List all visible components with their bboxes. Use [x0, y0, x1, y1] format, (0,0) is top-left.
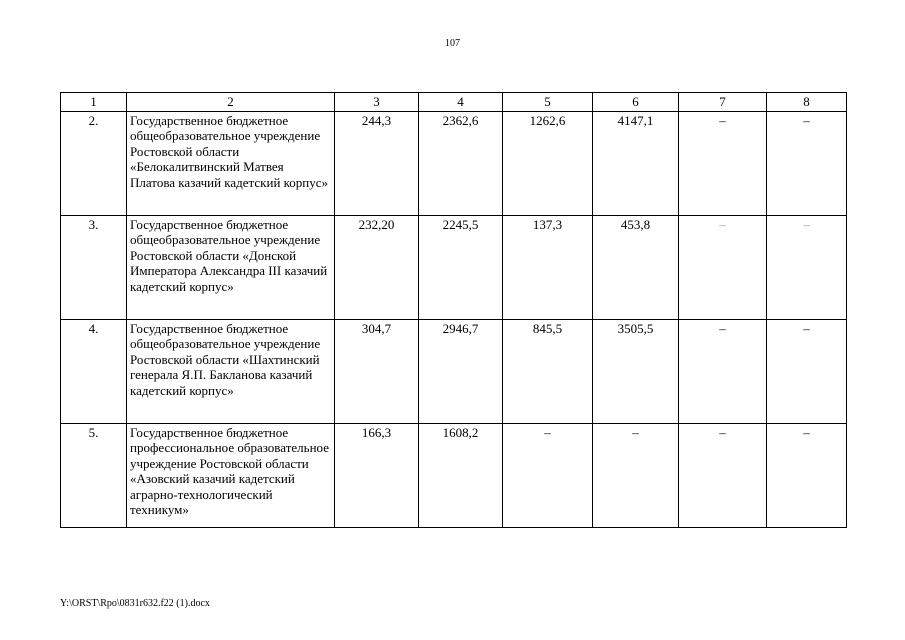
institution-name: Государственное бюджетное общеобразовательное учреждение Ростовской области «Шахтинский генерала Я.П. Бакланова казачий кадетский корпус»	[127, 319, 335, 423]
header-cell: 8	[767, 93, 847, 112]
institution-name: Государственное бюджетное общеобразовательное учреждение Ростовской области «Донской Императора Александра III казачий кадетский корпус»	[127, 215, 335, 319]
value-col-4: 2946,7	[419, 319, 503, 423]
header-cell: 6	[593, 93, 679, 112]
header-cell: 4	[419, 93, 503, 112]
data-table	[60, 92, 847, 528]
file-path-footer: Y:\ORST\Rpo\0831r632.f22 (1).docx	[60, 598, 210, 609]
value-col-4: 2362,6	[419, 111, 503, 215]
value-col-7: –	[679, 111, 767, 215]
value-col-6: 4147,1	[593, 111, 679, 215]
table-row	[61, 319, 847, 423]
institution-name: Государственное бюджетное общеобразовательное учреждение Ростовской области «Белокалитвинский Матвея Платова казачий кадетский корпус»	[127, 111, 335, 215]
header-cell: 5	[503, 93, 593, 112]
value-col-6: –	[593, 423, 679, 527]
header-cell: 2	[127, 93, 335, 112]
table-row	[61, 215, 847, 319]
value-col-3: 304,7	[335, 319, 419, 423]
value-col-3: 232,20	[335, 215, 419, 319]
value-col-6: 453,8	[593, 215, 679, 319]
value-col-7: –	[679, 215, 767, 319]
row-number: 4.	[61, 319, 127, 423]
value-col-8: –	[767, 423, 847, 527]
page-number: 107	[445, 38, 460, 49]
header-cell: 3	[335, 93, 419, 112]
institution-name: Государственное бюджетное профессиональное образовательное учреждение Ростовской области «Азовский казачий кадетский аграрно-технологический техникум»	[127, 423, 335, 527]
row-number: 3.	[61, 215, 127, 319]
value-col-3: 166,3	[335, 423, 419, 527]
value-col-5: –	[503, 423, 593, 527]
table-row	[61, 423, 847, 527]
value-col-7: –	[679, 423, 767, 527]
value-col-5: 845,5	[503, 319, 593, 423]
table-row	[61, 111, 847, 215]
value-col-3: 244,3	[335, 111, 419, 215]
row-number: 2.	[61, 111, 127, 215]
value-col-8: –	[767, 319, 847, 423]
row-number: 5.	[61, 423, 127, 527]
value-col-6: 3505,5	[593, 319, 679, 423]
value-col-5: 1262,6	[503, 111, 593, 215]
value-col-7: –	[679, 319, 767, 423]
header-cell: 1	[61, 93, 127, 112]
value-col-5: 137,3	[503, 215, 593, 319]
header-row	[61, 93, 847, 112]
header-cell: 7	[679, 93, 767, 112]
value-col-4: 2245,5	[419, 215, 503, 319]
value-col-8: –	[767, 111, 847, 215]
value-col-4: 1608,2	[419, 423, 503, 527]
value-col-8: –	[767, 215, 847, 319]
